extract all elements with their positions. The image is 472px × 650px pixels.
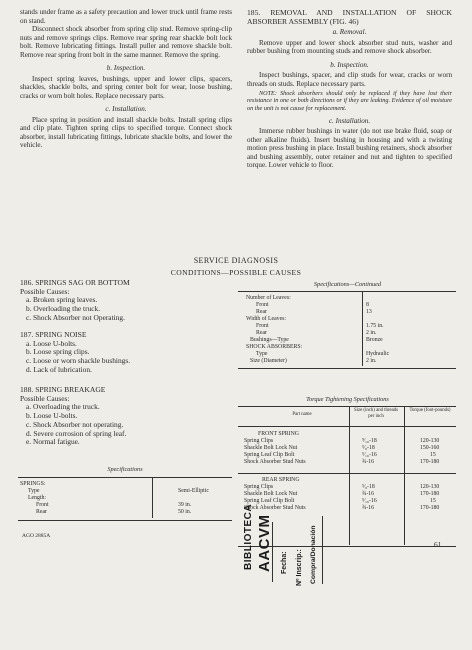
torque-table-rear	[244, 477, 456, 512]
table-rule	[238, 406, 456, 407]
section-188-heading: 188. SPRING BREAKAGE	[20, 385, 106, 394]
column-header-size: Size (inch) and threads per inch	[353, 408, 399, 419]
specs-continued-title: Specifications—Continued	[313, 281, 382, 288]
spec-value: 1.75 in.	[366, 323, 384, 329]
spec-value: 13	[366, 309, 372, 315]
list-item: a. Broken spring leaves.	[26, 295, 98, 305]
left-inspection-heading: b. Inspection.	[106, 64, 146, 72]
part-size: ⁵⁄₁₆-16	[362, 452, 377, 458]
section-186	[20, 279, 230, 323]
section-187	[20, 331, 230, 375]
part-size: ¾-16	[362, 491, 375, 497]
left-paragraph-1: stands under frame as a safety precaution and lower truck until frame rests on stand.	[20, 8, 232, 25]
part-size: ⁹⁄₁₆-18	[362, 438, 377, 444]
list-item: a. Overloading the truck.	[26, 402, 100, 412]
part-name: Spring Leaf Clip Bolt	[244, 452, 295, 458]
specs-left-title: Specifications	[107, 466, 143, 473]
section-188	[20, 386, 230, 447]
list-item: b. Loose spring clips.	[26, 347, 90, 357]
part-size: ⁵⁄₈-18	[362, 445, 375, 451]
list-item: c. Shock Absorber not operating.	[26, 419, 124, 429]
footer-code: AGO 2885A	[22, 533, 51, 539]
part-size: ⁵⁄₈-18	[362, 484, 375, 490]
spec-value: 8	[366, 302, 369, 308]
table-rule	[238, 368, 456, 369]
part-size: ¾-16	[362, 505, 375, 511]
left-installation-heading: c. Installation.	[105, 105, 147, 113]
stamp-compra: Compra/Donación	[310, 525, 317, 584]
part-torque: 170-180	[420, 491, 440, 497]
list-item: d. Severe corrosion of spring leaf.	[26, 428, 127, 438]
table-row	[20, 481, 230, 488]
torque-table-title: Torque Tightening Specifications	[306, 396, 389, 403]
table-row	[246, 344, 456, 351]
table-rule	[238, 291, 456, 292]
left-paragraph-4: Place spring in position and install shackle bolts. Install spring clips and clip plate. Tighten spring clips to specified torque. Connect shock absorber, install lubricating fittings, lubricate shackle bolts, and lower the vehicle.	[20, 115, 232, 149]
part-name: Shock Absorber Stud Nuts	[244, 505, 306, 511]
part-name: Spring Clips	[244, 438, 274, 444]
spec-value: 2 in.	[366, 330, 377, 336]
section-186-label: Possible Causes:	[20, 286, 70, 296]
spec-label: Size (Diameter)	[250, 358, 287, 364]
table-row	[246, 337, 456, 344]
spec-label: Type	[28, 488, 40, 494]
left-paragraph-2: Disconnect shock absorber from spring clip stud. Remove spring-clip nuts and remove springs clips. Remove rear spring rear shackle bolt lock bolt. Remove lubricating fittings. Install puller and remove shackle bolt. Remove rear spring front bolt in the same manner. Remove the spring.	[20, 25, 232, 59]
left-paragraph-3: Inspect spring leaves, bushings, upper and lower clips, spacers, shackles, shackle bolts, and spring center bolt for wear, loose bushing, cracks or worn bolt holes. Replace necessary parts.	[20, 74, 232, 100]
part-name: Shackle Bolt Lock Nut	[244, 491, 298, 497]
list-item: c. Loose or worn shackle bushings.	[26, 356, 131, 366]
stamp-inscripcion: Nº Inscrip.:	[296, 549, 303, 586]
table-row	[246, 330, 456, 337]
table-row	[20, 495, 230, 502]
table-row	[20, 488, 230, 495]
right-column	[247, 8, 452, 170]
part-torque: 170-180	[420, 459, 440, 465]
rear-spring-label: REAR SPRING	[262, 477, 300, 483]
right-paragraph-1: Remove upper and lower shock absorber stud nuts, washer and rubber bushing from mounting studs and remove shock absorber.	[247, 38, 452, 55]
section-187-heading: 187. SPRING NOISE	[20, 330, 87, 339]
right-inspection-heading: b. Inspection.	[330, 60, 369, 69]
table-row	[244, 505, 456, 512]
table-row	[244, 445, 456, 452]
right-note: NOTE: Shock absorbers should only be replaced if they have lost their resistance in one or both directions or if they are leaking. Evidence of oil moisture on the unit is not cause for replacement.	[247, 90, 452, 112]
part-name: Spring Leaf Clip Bolt	[244, 498, 295, 504]
front-spring-label: FRONT SPRING	[258, 431, 299, 437]
part-torque: 150-160	[420, 445, 440, 451]
specs-left-table	[20, 481, 230, 516]
table-row	[20, 502, 230, 509]
stamp-library: BIBLIOTECA	[243, 503, 254, 570]
column-header-part: Part name	[292, 412, 312, 417]
table-row	[246, 323, 456, 330]
left-column	[20, 8, 232, 150]
list-item: e. Normal fatigue.	[26, 437, 80, 447]
stamp-border	[272, 522, 273, 582]
table-divider	[349, 407, 350, 545]
table-row	[244, 452, 456, 459]
stamp-fecha: Fecha:	[281, 551, 288, 574]
spec-value: Semi-Elliptic	[178, 488, 209, 494]
table-row	[246, 309, 456, 316]
table-row	[246, 351, 456, 358]
spec-value: Bronze	[366, 337, 383, 343]
part-torque: 15	[430, 498, 436, 504]
table-rule	[238, 426, 456, 427]
service-diagnosis-title: SERVICE DIAGNOSIS	[193, 256, 279, 265]
spec-label: Type	[256, 351, 268, 357]
list-item: a. Loose U-bolts.	[26, 338, 77, 348]
table-divider	[404, 407, 405, 545]
spec-label: Front	[256, 323, 269, 329]
list-item: c. Shock Absorber not Operating.	[26, 312, 125, 322]
table-rule	[238, 473, 456, 474]
part-torque: 120-130	[420, 438, 440, 444]
right-paragraph-2: Inspect bushings, spacer, and clip studs for wear, cracks or worn threads on studs. Replace necessary parts.	[247, 71, 452, 88]
table-rule	[18, 520, 232, 521]
spec-value: 39 in.	[178, 502, 192, 508]
spec-label: SPRINGS:	[20, 481, 46, 487]
right-paragraph-3: Immerse rubber bushings in water (do not use brake fluid, soap or other alkaline fluids). Insert bushing in housing and with a twisting motion press bushing in place. Install bushing retainers, shock absorber and bushing assembly, outer retainer and nut and tighten to specified torque. Lower vehicle to floor.	[247, 127, 452, 170]
part-torque: 15	[430, 452, 436, 458]
part-torque: 170-180	[420, 505, 440, 511]
section-186-heading: 186. SPRINGS SAG OR BOTTOM	[20, 278, 130, 287]
part-size: ¾-16	[362, 459, 375, 465]
spec-label: Length:	[28, 495, 47, 501]
torque-table-front	[244, 431, 456, 466]
stamp-aacvm: AACVM	[256, 514, 273, 572]
table-row	[20, 509, 230, 516]
table-row	[244, 438, 456, 445]
part-torque: 120-130	[420, 484, 440, 490]
stamp-border	[322, 516, 323, 584]
page-number: 61	[434, 540, 442, 549]
part-name: Shackle Bolt Lock Nut	[244, 445, 298, 451]
column-header-torque: Torque (foot-pounds)	[409, 408, 451, 413]
table-row	[246, 302, 456, 309]
table-row	[246, 316, 456, 323]
spec-label: Rear	[256, 309, 267, 315]
spec-label: Rear	[256, 330, 267, 336]
part-name: Shock Absorber Stud Nuts	[244, 459, 306, 465]
spec-value: 50 in.	[178, 509, 192, 515]
section-188-label: Possible Causes:	[20, 393, 70, 403]
part-name: Spring Clips	[244, 484, 274, 490]
spec-label: Width of Leaves:	[246, 316, 287, 322]
table-rule	[18, 477, 232, 478]
list-item: b. Overloading the truck.	[26, 304, 101, 314]
right-removal-heading: a. Removal.	[332, 28, 367, 36]
section-185-heading: 185. REMOVAL AND INSTALLATION OF SHOCK ABSORBER ASSEMBLY (FIG. 46)	[247, 8, 452, 26]
spec-label: Number of Leaves:	[246, 295, 291, 301]
table-row	[244, 484, 456, 491]
table-row	[244, 491, 456, 498]
service-diagnosis-subtitle: CONDITIONS—POSSIBLE CAUSES	[170, 268, 302, 277]
table-row	[244, 459, 456, 466]
right-installation-heading: c. Installation.	[328, 116, 371, 125]
list-item: b. Loose U-bolts.	[26, 411, 78, 421]
spec-label: Front	[256, 302, 269, 308]
rear-spring-heading	[244, 477, 456, 484]
spec-value: 2 in.	[366, 358, 377, 364]
spec-label: Front	[36, 502, 49, 508]
table-row	[244, 498, 456, 505]
spec-value: Hydraulic	[366, 351, 390, 357]
spec-label: Rear	[36, 509, 47, 515]
list-item: d. Lack of lubrication.	[26, 364, 92, 374]
table-divider	[152, 478, 153, 518]
spec-label: Bushings—Type	[250, 337, 289, 343]
table-row	[246, 295, 456, 302]
part-size: ⁵⁄₁₆-16	[362, 498, 377, 504]
table-divider	[362, 292, 363, 366]
specs-continued-table	[246, 295, 456, 365]
front-spring-heading	[244, 431, 344, 438]
table-row	[246, 358, 456, 365]
spec-label: SHOCK ABSORBERS:	[246, 344, 303, 350]
